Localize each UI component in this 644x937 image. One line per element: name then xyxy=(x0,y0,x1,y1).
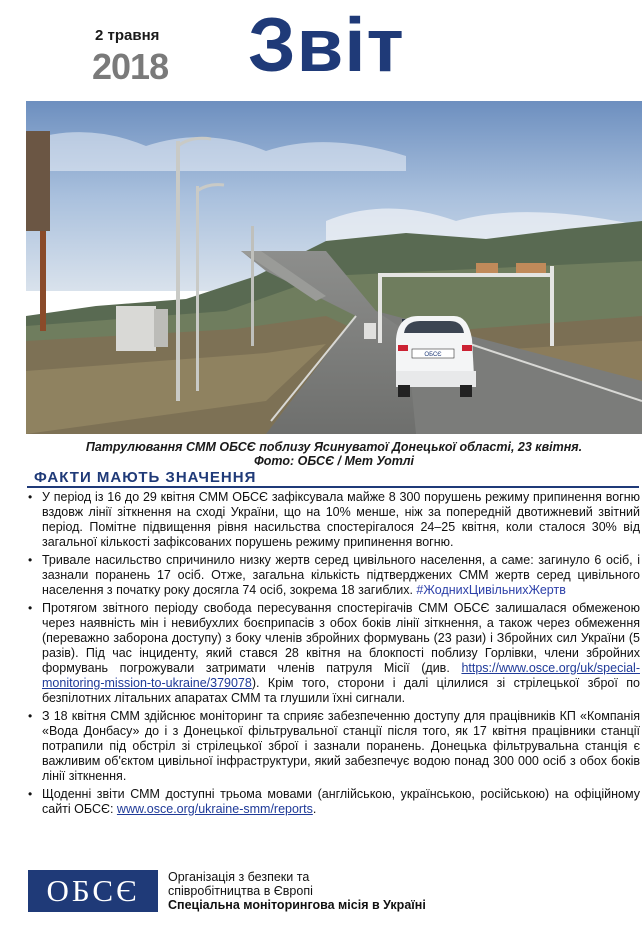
fact-text-after: . xyxy=(312,802,317,816)
photo-caption xyxy=(26,440,642,468)
caption-line-2: Фото: ОБСЄ / Мет Уотлі xyxy=(254,454,414,468)
report-date: 2 травня xyxy=(95,27,160,44)
fact-item-daily-reports xyxy=(26,787,640,817)
hashtag-link[interactable]: #ЖоднихЦивільнихЖертв xyxy=(416,583,566,597)
bullet-icon: • xyxy=(28,601,33,615)
fact-item-freedom-of-movement xyxy=(26,601,640,706)
patrol-photo xyxy=(26,101,642,434)
fact-item-ceasefire xyxy=(26,490,640,550)
facts-heading: ФАКТИ МАЮТЬ ЗНАЧЕННЯ xyxy=(34,469,257,486)
fact-item-casualties xyxy=(26,553,640,598)
org-line-2: співробітництва в Європі xyxy=(168,884,313,898)
fact-text: Щоденні звіти СММ доступні трьома мовами (англійською, українською, російською) на офіційному сайті ОБСЄ: xyxy=(42,787,640,816)
org-line-1: Організація з безпеки та xyxy=(168,870,310,884)
fact-text: Тривале насильство спричинило низку жертв серед цивільного населення, а саме: загинуло 6 осіб, і зазнали поранень 17 осіб. Отже, загальна кількість підтверджених СММ жертв серед цивільного населення з початку року досягла 74 осіб, зокрема 18 загиблих. xyxy=(42,553,640,597)
report-link[interactable]: https://www.osce.org/uk/special-monitoring-mission-to-ukraine/379078 xyxy=(42,661,640,690)
organization-name xyxy=(168,870,426,912)
facts-divider xyxy=(27,486,639,488)
bullet-icon: • xyxy=(28,709,33,723)
bullet-icon: • xyxy=(28,490,33,504)
bullet-icon: • xyxy=(28,553,33,567)
reports-site-link[interactable]: www.osce.org/ukraine-smm/reports xyxy=(116,802,313,816)
caption-line-1: Патрулювання СММ ОБСЄ поблизу Ясинуватої Донецької області, 23 квітня. xyxy=(85,440,583,454)
org-line-3: Спеціальна моніторингова місія в Україні xyxy=(168,898,426,912)
report-year: 2018 xyxy=(92,46,169,87)
report-title: Звіт xyxy=(248,3,405,88)
fact-text-after: ). Крім того, сторони і далі цілилися зі стрілецької зброї по безпілотних літальних апаратах СММ та глушили їхні сигнали. xyxy=(42,676,640,705)
bullet-icon: • xyxy=(28,787,33,801)
fact-text: Протягом звітного періоду свобода пересування спостерігачів СММ ОБСЄ залишалася обмеженою через наявність мін і невибухлих боєприпасів з обох боків лінії зіткнення, а також через обмеження (переважно заборона доступу) з боку членів збройних формувань (23 рази) і Збройних сил України (5 разів). Під час інциденту, який стався 28 квітня на блокпості поблизу Горлівки, члени збройних формувань погрожували затримати членів патруля Місії (див. xyxy=(42,601,640,675)
osce-logo-text: ОБСЄ xyxy=(46,873,140,908)
vehicle-plate: ОБСЄ xyxy=(424,352,442,358)
fact-text: З 18 квітня СММ здійснює моніторинг та сприяє забезпеченню доступу для працівників КП «Компанія «Вода Донбасу» до і з Донецької фільтрувальної станції після того, як 17 квітня працівники станції потрапили під обстріл зі стрілецької зброї і зазнали поранень. Донецька фільтрувальна станція є важливим об'єктом цивільної інфраструктури, який забезпечує водою понад 300 000 осіб з обох боків лінії зіткнення. xyxy=(42,709,640,783)
facts-list xyxy=(26,490,640,820)
fact-item-water-station xyxy=(26,709,640,784)
fact-text: У період із 16 до 29 квітня СММ ОБСЄ зафіксувала майже 8 300 порушень режиму припинення вогню вздовж лінії зіткнення на сході України, що на 10% менше, ніж за попередній двотижневий звітний період. Помітне підвищення рівня насильства спостерігалося 24–25 квітня, коли сталося 30% від загальної кількості зафіксованих порушень режиму припинення вогню. xyxy=(42,490,640,549)
